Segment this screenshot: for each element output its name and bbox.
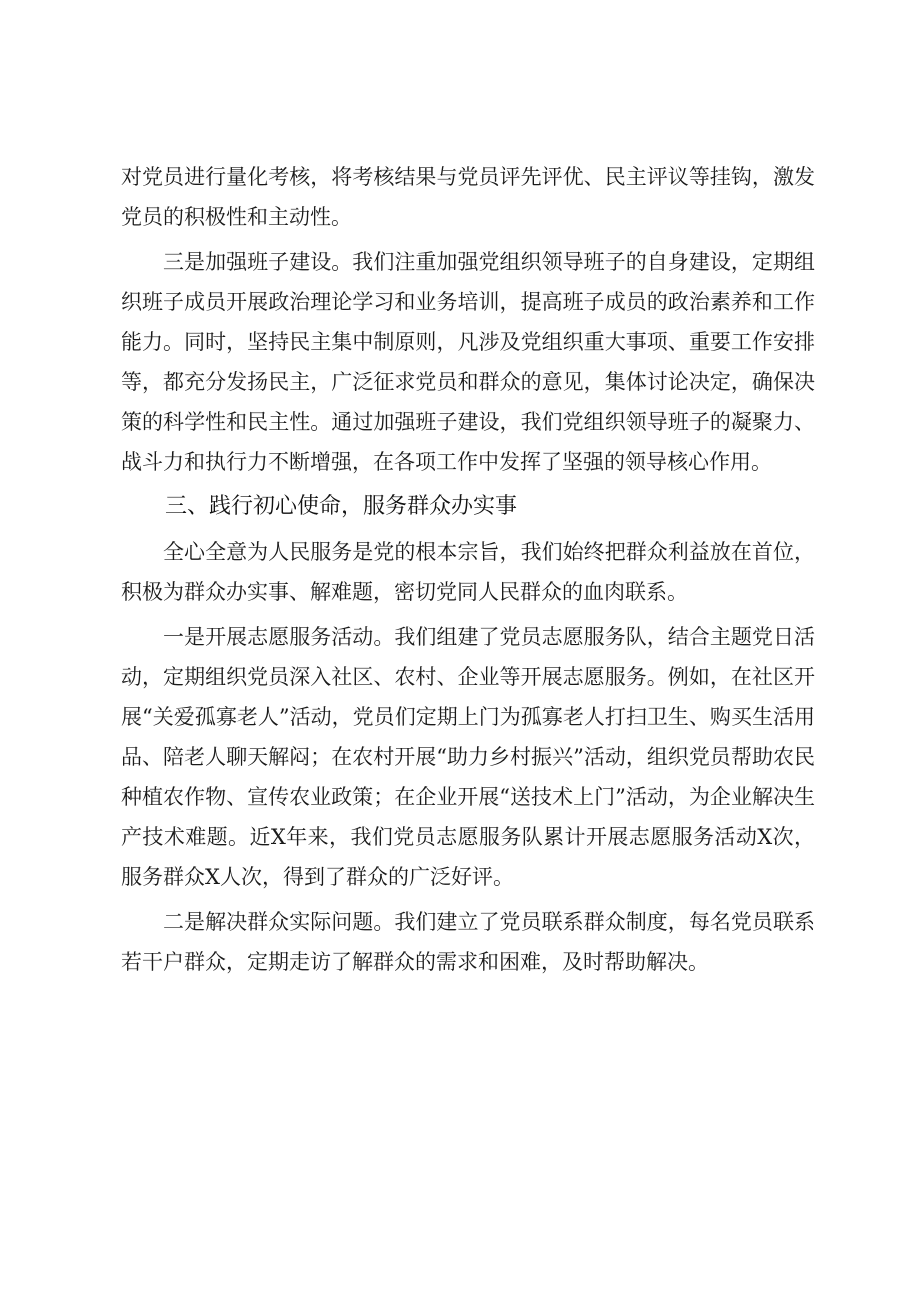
document-body [121,157,815,982]
paragraph-continued: 对党员进行量化考核，将考核结果与党员评先评优、民主评议等挂钩，激发党员的积极性和主动性。 [121,165,815,229]
paragraph-team-building: 三是加强班子建设。我们注重加强党组织领导班子的自身建设，定期组织班子成员开展政治理论学习和业务培训，提高班子成员的政治素养和工作能力。同时，坚持民主集中制原则，凡涉及党组织重大事项、重要工作安排等，都充分发扬民主，广泛征求党员和群众的意见，集体讨论决定，确保决策的科学性和民主性。通过加强班子建设，我们党组织领导班子的凝聚力、战斗力和执行力不断增强，在各项工作中发挥了坚强的领导核心作用。 [121,250,815,474]
section-heading: 三、践行初心使命，服务群众办实事 [165,494,518,519]
paragraph-section-intro: 全心全意为人民服务是党的根本宗旨，我们始终把群众利益放在首位，积极为群众办实事、解难题，密切党同人民群众的血肉联系。 [121,540,815,604]
paragraph-solve-problems: 二是解决群众实际问题。我们建立了党员联系群众制度，每名党员联系若干户群众，定期走访了解群众的需求和困难，及时帮助解决。 [121,910,815,974]
paragraph-volunteer-service: 一是开展志愿服务活动。我们组建了党员志愿服务队，结合主题党日活动，定期组织党员深入社区、农村、企业等开展志愿服务。例如，在社区开展“关爱孤寡老人”活动，党员们定期上门为孤寡老人打扫卫生、购买生活用品、陪老人聊天解闷；在农村开展“助力乡村振兴”活动，组织党员帮助农民种植农作物、宣传农业政策；在企业开展“送技术上门”活动，为企业解决生产技术难题。近X年来，我们党员志愿服务队累计开展志愿服务活动X次，服务群众X人次，得到了群众的广泛好评。 [121,625,815,889]
